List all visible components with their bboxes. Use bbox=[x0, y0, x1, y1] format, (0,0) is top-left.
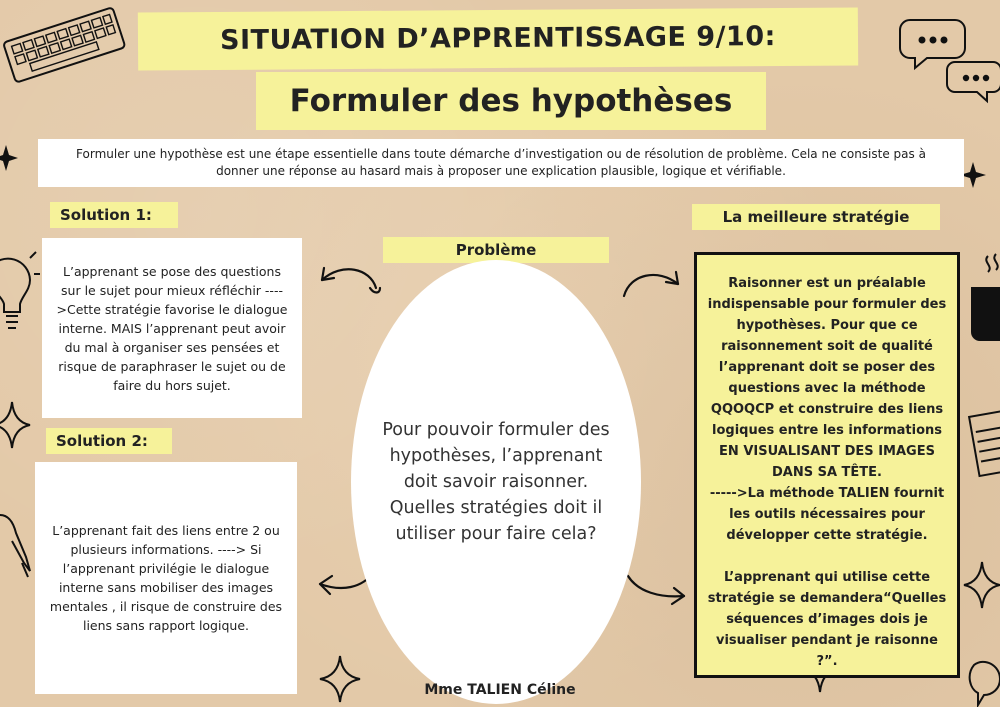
sparkle-icon bbox=[962, 560, 1000, 610]
paragraph-gap bbox=[705, 546, 949, 567]
best-strategy-paragraph1: Raisonner est un préalable indispensable pour formuler des hypothèses. Pour que ce raisonnement soit de qualité l’apprenant doit se poser des questions avec la méthode QQOQCP et construire des liens logiques entre les informations EN VISUALISANT DES IMAGES DANS SA TÊTE. bbox=[707, 276, 947, 480]
page-title-line1: SITUATION D’APPRENTISSAGE 9/10: bbox=[138, 7, 858, 70]
solution2-text: L’apprenant fait des liens entre 2 ou plusieurs informations. ----> Si l’apprenant privilégie le dialogue interne sans mobiliser des images mentales , il risque de construire des liens sans rapport logique. bbox=[49, 523, 283, 633]
best-strategy-box bbox=[694, 252, 960, 678]
problem-label: Problème bbox=[383, 237, 609, 263]
page-title-line2: Formuler des hypothèses bbox=[256, 72, 766, 130]
coffee-mug-icon bbox=[960, 250, 1000, 360]
problem-text: Pour pouvoir formuler des hypothèses, l’apprenant doit savoir raisonner. Quelles stratégies doit il utiliser pour faire cela? bbox=[382, 420, 610, 544]
keyboard-icon bbox=[0, 0, 130, 80]
hand-pen-icon bbox=[0, 505, 36, 585]
solution2-label: Solution 2: bbox=[46, 428, 172, 454]
solution1-text: L’apprenant se pose des questions sur le sujet pour mieux réfléchir ---->Cette stratégie favorise le dialogue interne. MAIS l’apprenant peut avoir du mal à organiser ses pensées et risque de paraphraser le sujet ou de faire du hors sujet. bbox=[56, 263, 288, 393]
calendar-icon bbox=[966, 405, 1000, 485]
intro-text: Formuler une hypothèse est une étape essentielle dans toute démarche d’investigation ou de résolution de problème. Cela ne consiste pas à donner une réponse au hasard mais à proposer une explication plausible, logique et vérifiable. bbox=[38, 139, 964, 187]
best-strategy-paragraph3: L’apprenant qui utilise cette stratégie se demandera“Quelles séquences d’images dois je visualiser pendant je raisonne ?”. bbox=[707, 570, 947, 669]
author-credit: Mme TALIEN Céline bbox=[424, 682, 576, 698]
lightbulb-icon bbox=[0, 248, 40, 348]
star-icon bbox=[0, 143, 20, 173]
best-strategy-paragraph2: ----->La méthode TALIEN fournit les outils nécessaires pour développer cette stratégie. bbox=[709, 486, 945, 543]
speech-bubble-icon bbox=[880, 0, 1000, 110]
solution1-label: Solution 1: bbox=[50, 202, 178, 228]
solution2-box bbox=[35, 462, 297, 694]
problem-oval bbox=[351, 260, 641, 704]
sparkle-icon bbox=[318, 654, 362, 704]
curved-arrow-icon bbox=[312, 258, 382, 308]
sparkle-icon bbox=[0, 400, 32, 450]
curved-arrow-icon bbox=[618, 262, 688, 312]
best-strategy-label: La meilleure stratégie bbox=[692, 204, 940, 230]
speech-bubble-icon bbox=[960, 655, 1000, 707]
solution1-box bbox=[42, 238, 302, 418]
